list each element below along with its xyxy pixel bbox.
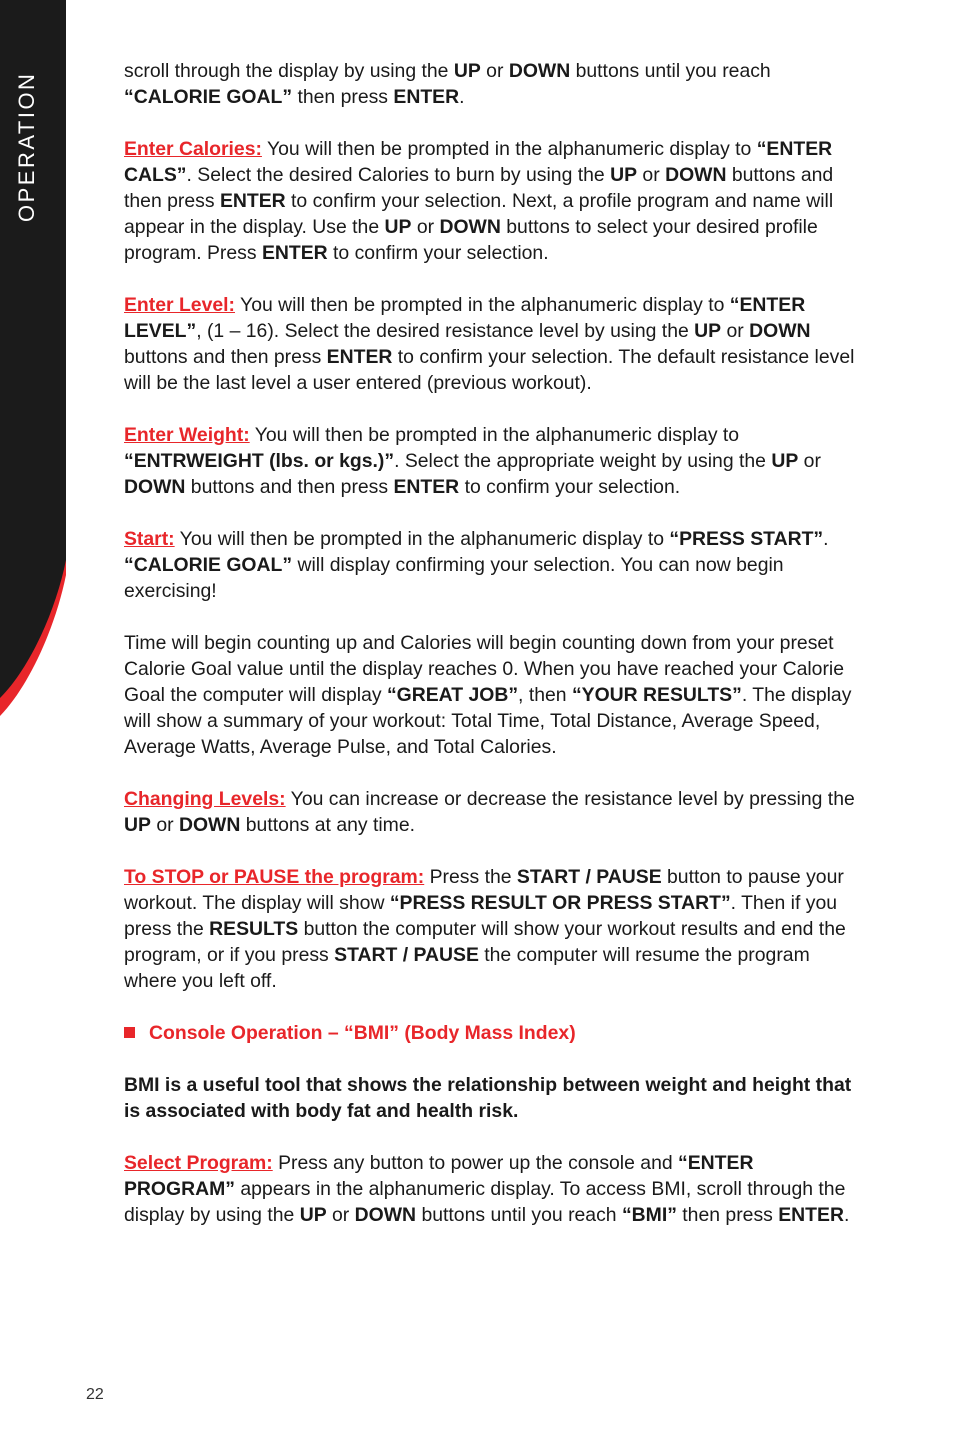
operation-sidebar-tab: [0, 0, 66, 720]
paragraph-intro: scroll through the display by using the UP or DOWN buttons until you reach “CALORIE GOAL” then press ENTER.: [124, 60, 771, 108]
paragraph-select-program: Select Program: Press any button to power up the console and “ENTER PROGRAM” appears in the alphanumeric display. To access BMI, scroll through the display by using the UP or DOWN buttons until you reach “BMI” then press ENTER.: [124, 1152, 850, 1226]
paragraph-enter-level: Enter Level: You will then be prompted in the alphanumeric display to “ENTER LEVEL”, (1 – 16). Select the desired resistance level by using the UP or DOWN buttons and then press ENTER to confirm your selection. The default resistance level will be the last level a user entered (previous workout).: [124, 294, 855, 394]
section-heading-bmi: [124, 1020, 864, 1046]
heading-changing-levels: Changing Levels:: [124, 788, 286, 810]
heading-stop-pause: To STOP or PAUSE the program:: [124, 866, 425, 888]
bullet-square-icon: [124, 1027, 135, 1038]
paragraph-enter-weight: Enter Weight: You will then be prompted in the alphanumeric display to “ENTRWEIGHT (lbs. or kgs.)”. Select the appropriate weight by using the UP or DOWN buttons and then press ENTER to confirm your selection.: [124, 424, 821, 498]
paragraph-stop-pause: To STOP or PAUSE the program: Press the START / PAUSE button to pause your workout. The display will show “PRESS RESULT OR PRESS START”. Then if you press the RESULTS button the computer will show your workout results and end the program, or if you press START / PAUSE the computer will resume the program where you left off.: [124, 866, 846, 992]
section-label-text: OPERATION: [14, 71, 39, 222]
paragraph-start: Start: You will then be prompted in the alphanumeric display to “PRESS START”. “CALORIE GOAL” will display confirming your selection. You can now begin exercising!: [124, 528, 829, 602]
heading-enter-level: Enter Level:: [124, 294, 235, 316]
heading-enter-calories: Enter Calories:: [124, 138, 262, 160]
page-body: [124, 58, 864, 1254]
page-number: 22: [86, 1386, 104, 1403]
heading-start: Start:: [124, 528, 175, 550]
paragraph-changing-levels: Changing Levels: You can increase or decrease the resistance level by pressing the UP or DOWN buttons at any time.: [124, 788, 855, 836]
paragraph-time-counting: Time will begin counting up and Calories will begin counting down from your preset Calorie Goal value until the display reaches 0. When you have reached your Calorie Goal the computer will display “GREAT JOB”, then “YOUR RESULTS”. The display will show a summary of your workout: Total Time, Total Distance, Average Speed, Average Watts, Average Pulse, and Total Calories.: [124, 632, 852, 758]
paragraph-bmi-intro: BMI is a useful tool that shows the relationship between weight and height that is associated with body fat and health risk.: [124, 1074, 852, 1122]
heading-enter-weight: Enter Weight:: [124, 424, 250, 446]
paragraph-enter-calories: Enter Calories: You will then be prompted in the alphanumeric display to “ENTER CALS”. Select the desired Calories to burn by using the UP or DOWN buttons and then press ENTER to confirm your selection. Next, a profile program and name will appear in the display. Use the UP or DOWN buttons to select your desired profile program. Press ENTER to confirm your selection.: [124, 138, 834, 264]
heading-select-program: Select Program:: [124, 1152, 273, 1174]
section-heading-text: Console Operation – “BMI” (Body Mass Index): [149, 1022, 576, 1044]
